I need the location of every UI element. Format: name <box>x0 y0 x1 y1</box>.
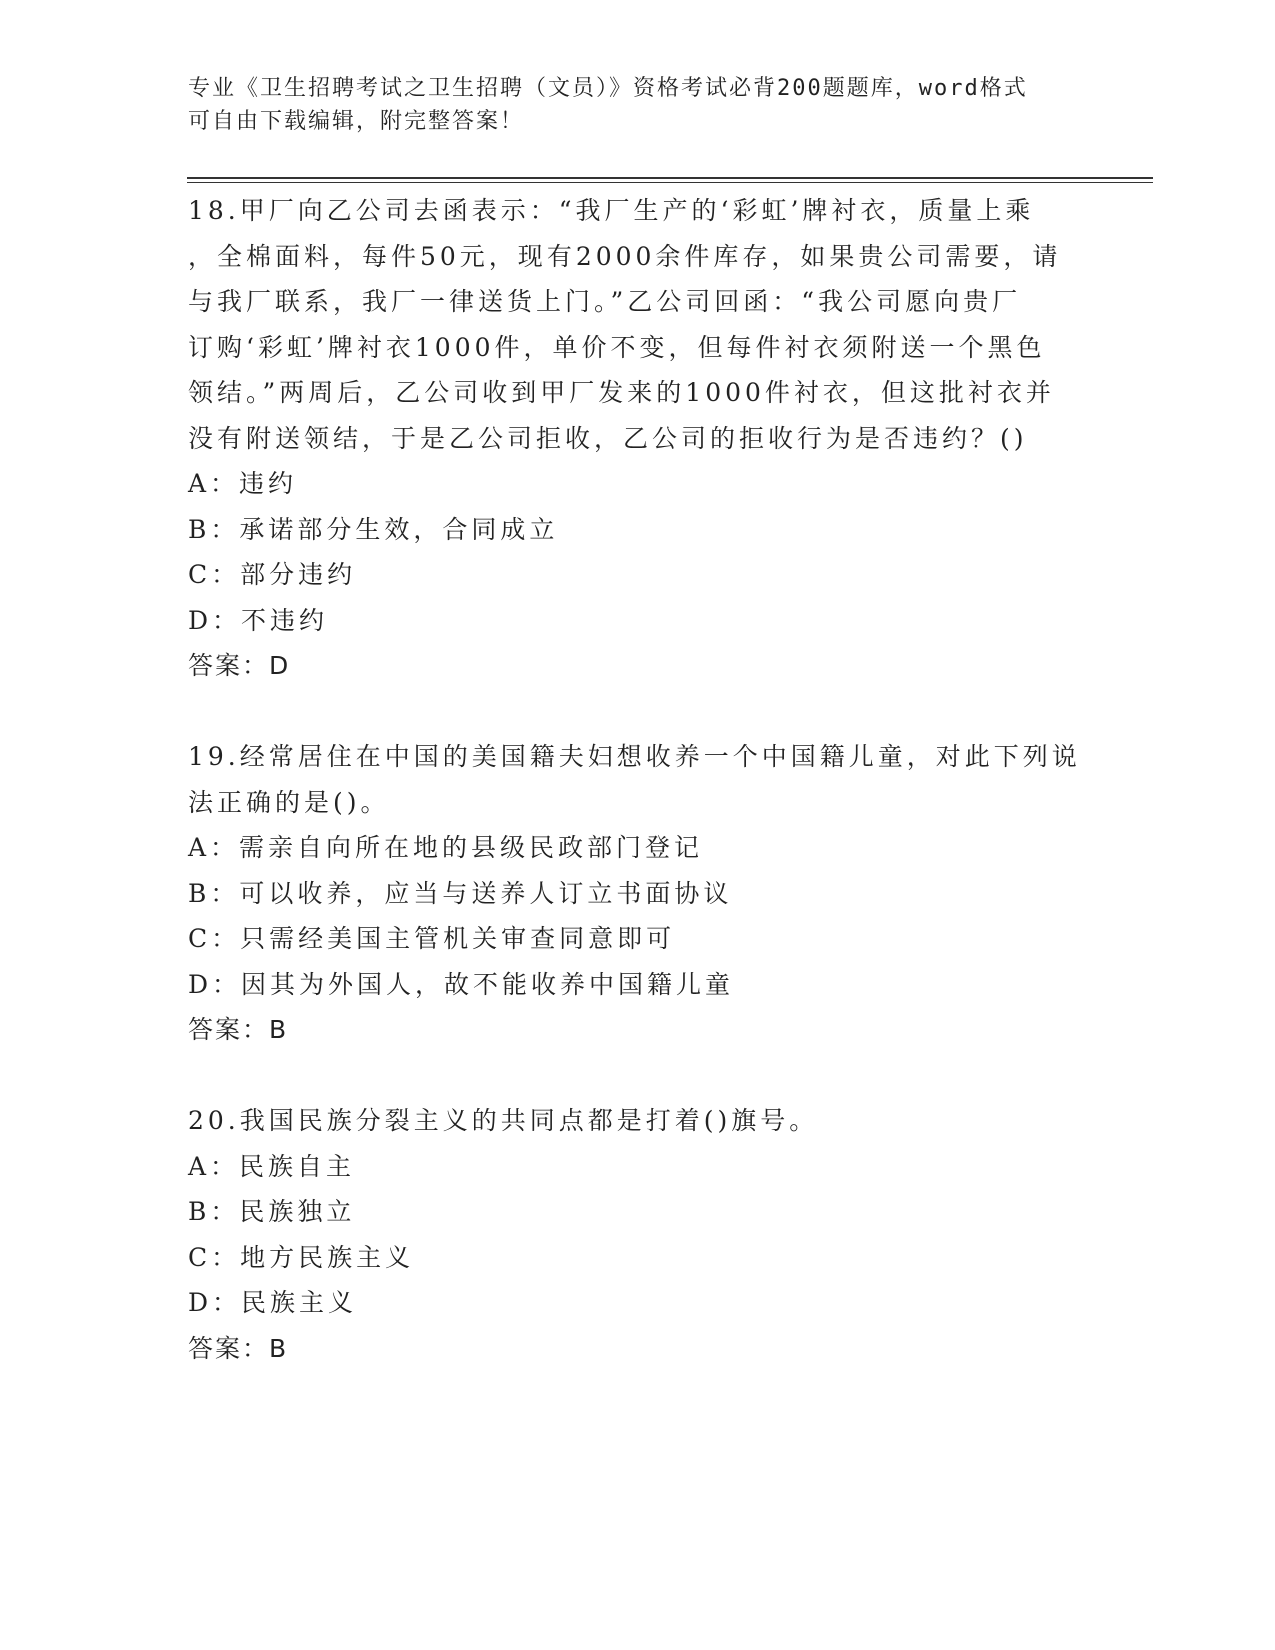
header-line-2: 可自由下载编辑，附完整答案！ <box>188 109 525 134</box>
question-text-line: ，全棉面料，每件50元，现有2000余件库存，如果贵公司需要，请 <box>188 241 1062 271</box>
question-20 <box>188 1098 1088 1371</box>
question-text-line: 没有附送领结，于是乙公司拒收，乙公司的拒收行为是否违约？() <box>188 423 1028 453</box>
option-d: D：因其为外国人，故不能收养中国籍儿童 <box>188 969 735 999</box>
question-19 <box>188 734 1088 1053</box>
option-b: B：可以收养，应当与送养人订立书面协议 <box>188 878 733 908</box>
option-c: C：部分违约 <box>188 560 357 589</box>
spacer <box>188 1053 1088 1099</box>
header-divider-thin <box>187 182 1153 183</box>
document-header <box>188 72 1088 138</box>
header-divider-thick <box>187 177 1153 179</box>
option-b: B：承诺部分生效，合同成立 <box>188 514 559 544</box>
question-text-line: 19.经常居住在中国的美国籍夫妇想收养一个中国籍儿童，对此下列说 <box>188 742 1081 771</box>
option-d: D：不违约 <box>188 605 329 635</box>
option-d: D：民族主义 <box>188 1288 358 1317</box>
question-text-line: 订购‘彩虹’牌衬衣1000件，单价不变，但每件衬衣须附送一个黑色 <box>188 332 1046 362</box>
answer-line: 答案：B <box>188 1333 289 1363</box>
option-a: A：违约 <box>188 469 298 498</box>
answer-line: 答案：B <box>188 1015 289 1044</box>
question-text-line: 法正确的是()。 <box>188 787 390 817</box>
header-line-1: 专业《卫生招聘考试之卫生招聘（文员）》资格考试必背200题题库，word格式 <box>188 76 1028 101</box>
spacer <box>188 689 1088 735</box>
question-18 <box>188 188 1088 689</box>
option-b: B：民族独立 <box>188 1197 356 1226</box>
question-text-line: 18.甲厂向乙公司去函表示：“我厂生产的‘彩虹’牌衬衣，质量上乘 <box>188 196 1035 225</box>
question-text-line: 20.我国民族分裂主义的共同点都是打着()旗号。 <box>188 1106 819 1135</box>
option-c: C：只需经美国主管机关审查同意即可 <box>188 924 676 953</box>
answer-line: 答案：D <box>188 651 291 680</box>
option-a: A：民族自主 <box>188 1151 356 1181</box>
question-list <box>188 188 1088 1371</box>
option-c: C：地方民族主义 <box>188 1242 415 1272</box>
question-text-line: 与我厂联系，我厂一律送货上门。”乙公司回函：“我公司愿向贵厂 <box>188 287 1022 316</box>
question-text-line: 领结。”两周后，乙公司收到甲厂发来的1000件衬衣，但这批衬衣并 <box>188 378 1055 407</box>
option-a: A：需亲自向所在地的县级民政部门登记 <box>188 833 704 862</box>
